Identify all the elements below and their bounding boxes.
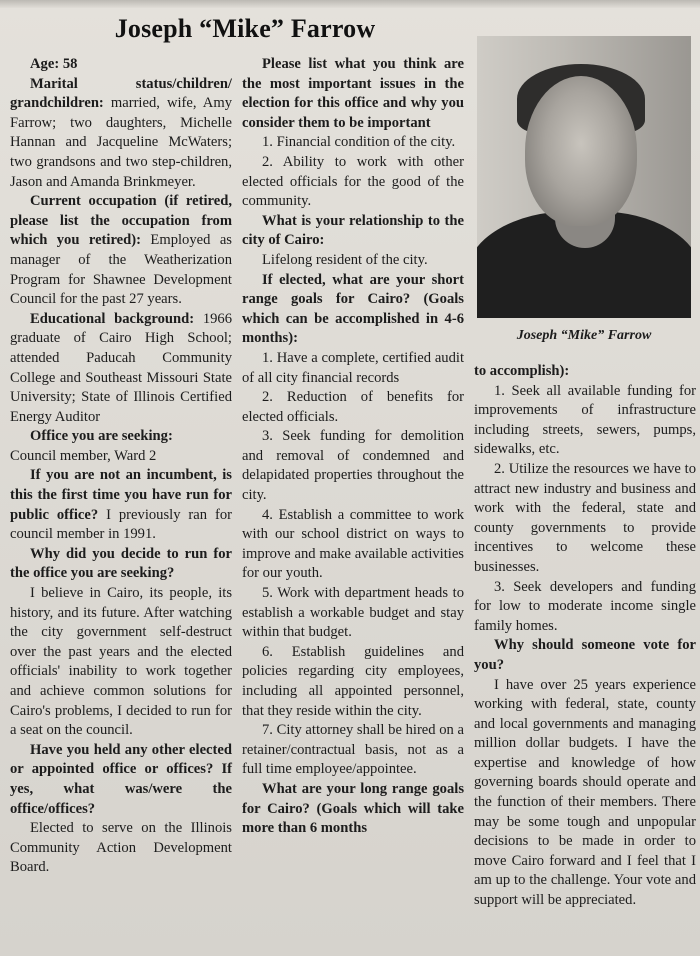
column-1 (10, 55, 232, 878)
occupation-question: Current occupation (if retired, please list the occupation from which you retired): (10, 193, 232, 249)
held-answer: Elected to serve on the Illinois Community Action Development Board. (10, 820, 232, 876)
why-question: Why did you decide to run for the office you are seeking? (10, 545, 232, 582)
marital-question: Marital status/children/ grandchildren: (10, 75, 232, 112)
long-goal-item: 3. Seek developers and funding for low to moderate income single family homes. (474, 578, 696, 634)
marital-answer: married, wife, Amy Farrow; two daughters, Michelle Hannan and Jacqueline McWaters; two grandsons and two step-children, Jason and Amanda Brinkmeyer. (10, 95, 232, 190)
occupation-paragraph (10, 192, 232, 310)
education-answer: 1966 graduate of Cairo High School; attended Paducah Community College and Southeast Missouri State University; State of Illinois Certified Energy Auditor (10, 310, 232, 425)
short-goal-item: 6. Establish guidelines and policies regarding city employees, including all appointed personnel, that they reside within the city. (242, 643, 464, 719)
short-goals-question: If elected, what are your short range goals for Cairo? (Goals which can be accomplished in 4-6 months): (242, 271, 464, 347)
issue-item: 1. Financial condition of the city. (262, 134, 456, 151)
short-goal-item: 5. Work with department heads to establish a workable budget and stay within that budget. (242, 585, 464, 641)
education-paragraph (10, 310, 232, 428)
issues-question: Please list what you think are the most important issues in the election for this office and why you consider them to be important (242, 56, 464, 131)
marital-paragraph (10, 75, 232, 193)
long-goal-item: 2. Utilize the resources we have to attract new industry and business and work with the federal, state and county governments to provide incentives to welcome these businesses. (474, 460, 696, 575)
relationship-answer: Lifelong resident of the city. (262, 251, 428, 268)
long-goals-question-cont: to accomplish): (474, 363, 570, 379)
relationship-question: What is your relationship to the city of Cairo: (242, 212, 464, 249)
short-goal-item: 3. Seek funding for demolition and removal of condemned and delapidated properties throughout the city. (242, 428, 464, 504)
short-goal-item: 7. City attorney shall be hired on a retainer/contractual basis, not as a full time employee/appointee. (242, 722, 464, 778)
photo-caption: Joseph “Mike” Farrow (516, 328, 652, 343)
incumbent-paragraph (10, 466, 232, 544)
column-3 (474, 362, 696, 911)
vote-answer: I have over 25 years experience working with federal, state, county and local governments and managing million dollar budgets. I have the expertise and knowledge of how governing boards should operate and the function of their members. There may be some tough and unpopular decisions to be made in order to move Cairo forward and I feel that I am up to the challenge. Your vote and support will be appreciated. (474, 676, 696, 909)
short-goal-item: 4. Establish a committee to work with our school district on ways to improve and make available activities for our youth. (242, 506, 464, 582)
office-question: Office you are seeking: (30, 428, 173, 445)
long-goals-question: What are your long range goals for Cairo? (Goals which will take more than 6 months (242, 780, 464, 837)
column-2 (242, 55, 464, 839)
why-answer: I believe in Cairo, its people, its history, and its future. After watching the city government self-destruct over the past years and the elected officials' inability to work together and achieve common solutions for Cairo's problems, I decided to run for a seat on the council. (10, 585, 232, 739)
age-line: Age: 58 (30, 56, 78, 72)
held-question: Have you held any other elected or appointed office or offices? If yes, what was/were the office/offices? (10, 741, 232, 817)
top-edge (0, 0, 700, 8)
education-question: Educational background: (30, 310, 195, 327)
vote-question: Why should someone vote for you? (474, 637, 696, 673)
short-goal-item: 1. Have a complete, certified audit of all city financial records (242, 349, 464, 386)
incumbent-question: If you are not an incumbent, is this the first time you have run for public office? (10, 467, 232, 523)
long-goal-item: 1. Seek all available funding for improvements of infrastructure including streets, sewers, pumps, sidewalks, etc. (474, 382, 696, 458)
candidate-photo (477, 36, 691, 318)
photo-face (525, 76, 637, 226)
short-goal-item: 2. Reduction of benefits for elected officials. (242, 389, 464, 425)
incumbent-answer: I previously ran for council member in 1991. (10, 506, 232, 543)
candidate-headline: Joseph “Mike” Farrow (114, 14, 376, 43)
office-answer: Council member, Ward 2 (10, 447, 157, 464)
issue-item: 2. Ability to work with other elected officials for the good of the community. (242, 153, 464, 210)
occupation-answer: Employed as manager of the Weatherization Program for Shawnee Development Council for the past 27 years. (10, 232, 232, 308)
